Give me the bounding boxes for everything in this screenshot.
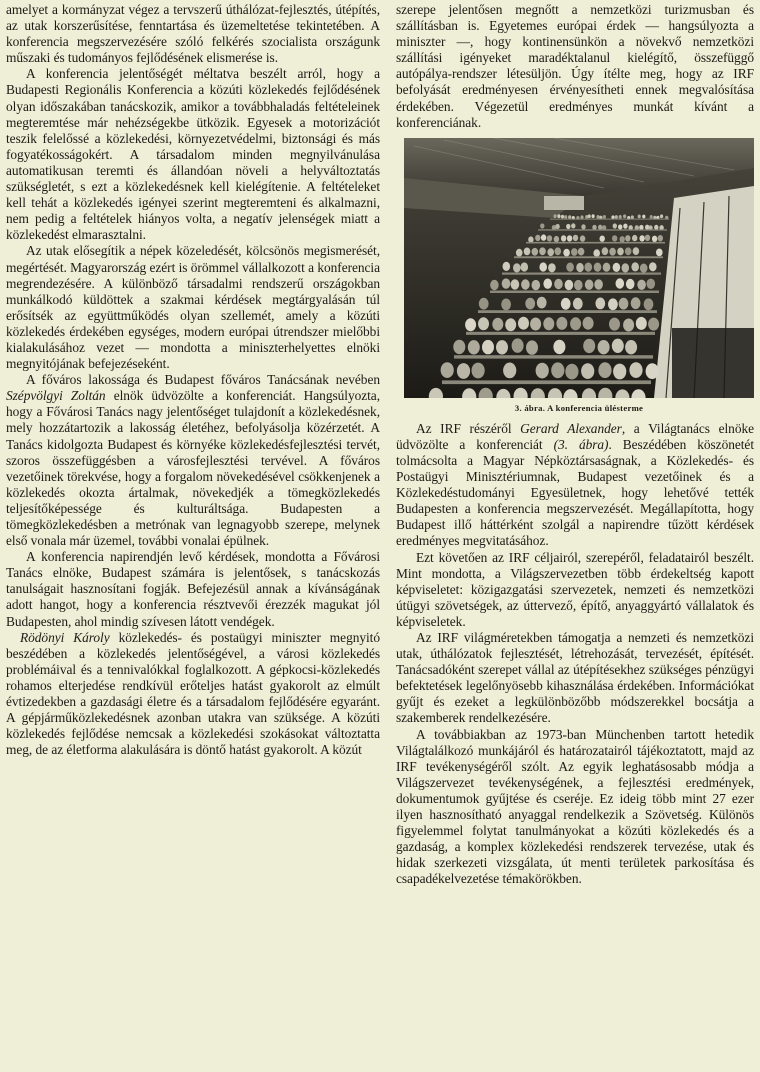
paragraph: A konferencia jelentőségét méltatva beszélt arról, hogy a Budapesti Regionális Konferencia a közúti közlekedés fejlődésének olyan időszakában tanácskozik, amikor a továbbhaladás feltételeinek megteremtése már nehézségekbe ütközik. Egyesek a motorizációt teszik felelőssé a közlekedési, környezetvédelmi, biztonsági és más fogyatékosságokért. A társadalom minden megnyilvánulása automatikusan teremti és állandóan növeli a helyváltoztatás szükségletét, s ezt a közlekedésnek kell kielégítenie. A feltételeket kell tehát a közlekedés igényei szerint megteremteni és alkalmazni, nem pedig a feltételek hiányos volta, a negatív jelenségek miatt a közlekedést elmarasztalni. [6,66,380,243]
paragraph: A konferencia napirendjén levő kérdések, mondotta a Fővárosi Tanács elnöke, Budapest számára is jelentősek, s tanácskozás tanulságait hasznosítani fogják. Befejezésül annak a kívánságának adott hangot, hogy a konferencia résztvevői érezzék magukat jól Budapesten, ahol mindig szívesen látott vendégek. [6,549,380,629]
paragraph: Az utak elősegítik a népek közeledését, kölcsönös megismerését, megértését. Magyarország ezért is örömmel vállalkozott a konferencia megrendezésére. A különböző társadalmi rendszerű országokban munkálkodó küldöttek a szakmai kérdések megtárgyalásán túl erősítsék az együttműködés olyan szellemét, amely a közúti közlekedés érdekében egységes, modern európai útrendszer mielőbbi kialakulásához vezet — mondotta a miniszterhelyettes elnöki megnyitójának befejezéseként. [6,243,380,372]
paragraph: Rödönyi Károly közlekedés- és postaügyi miniszter megnyitó beszédében a közlekedés jelentőségével, a városi közlekedés problémáival és a tennivalókkal foglalkozott. A gépkocsi-közlekedés rohamos elterjedése rendkívül erőteljes hatást gyakorolt az elmúlt évtizedekben a gazdasági életre és a társadalom fejlődésére egyaránt. A gépjárműközlekedésnek azonban utakra van szüksége. A közúti közlekedés fejlődése nemcsak a közlekedési szokásokat változtatta meg, de az életforma alakulására is döntő hatást gyakorolt. A közút [6,629,380,758]
paragraph: A továbbiakban az 1973-ban Münchenben tartott hetedik Világtalálkozó munkájáról és határozatairól tájékoztatott, majd az IRF tevékenységéről szólt. Az egyik leghatásosabb módja a Világszervezet tevékenységének, a fejlesztési eredmények, dokumentumok gyűjtése és cseréje. Ez ideig több mint 27 ezer ilyen hasznosítható anyaggal rendelkezik a Szövetség. Különös figyelemmel folytat tanulmányokat a közúti közlekedés és a gazdaság, a komplex közlekedési rendszerek tervezése, utak és hidak szerkezeti vizsgálata, út menti területek parkosítása és csapadékelvezetése témakörökben. [396,726,754,887]
paragraph: Az IRF világméretekben támogatja a nemzeti és nemzetközi utak, úthálózatok fejlesztését, létrehozását, tervezését, építését. Tanácsadóként szerepet vállal az útépítésekhez szükséges pénzügyi befektetések legelőnyösebb kihasználása érdekében. Információkat gyűjt és ezeket a legkülönbözőbb módszerekkel bocsátja a szakemberek rendelkezésére. [396,629,754,726]
paragraph: A főváros lakossága és Budapest főváros Tanácsának nevében Szépvölgyi Zoltán elnök üdvözölte a konferenciát. Hangsúlyozta, hogy a Fővárosi Tanács nagy jelentőséget tulajdonít a közlekedésnek, mely hozzátartozik a lakosság életéhez, befolyásolja közérzetét. A Tanács kidolgozta Budapest és környéke közlekedésfejlesztési tervét, szoros összefüggésben a városfejlesztési tervével. A főváros vezetőinek törekvése, hogy a forgalom növekedésével csökkenjenek a közlekedés okozta ártalmak, növekedjék a tömegközlekedés teljesítőképessége és kulturáltsága. Budapesten a tömegközlekedésben a metrónak van legnagyobb szerepe, melynek első vonala már üzemel, további vonalai épülnek. [6,372,380,549]
person-name: Gerard Alexander [520,420,622,436]
paragraph: Ezt követően az IRF céljairól, szerepéről, feladatairól beszélt. Mint mondotta, a Világszervezetben több érdekeltség kapott képviseletet: közigazgatási szervezetek, nemzeti és nemzetközi útügyi szövetségek, az úttervező, építő, anyaggyártó vállalatok és képviseletek. [396,549,754,629]
figure-caption: 3. ábra. A konferencia ülésterme [514,402,644,413]
paragraph: amelyet a kormányzat végez a tervszerű úthálózat-fejlesztés, útépítés, az utak korszerűsítése, fenntartása és üzemeltetése tekintetében. A konferencia megszervezésére szóló felkérés szocialista országunk műszaki és tudományos fejlődésének elismerése is. [6,2,380,66]
right-column [396,2,754,887]
person-name: Rödönyi Károly [20,629,110,645]
paragraph: Az IRF részéről Gerard Alexander, a Világtanács elnöke üdvözölte a konferenciát (3. ábra). Beszédében köszönetét tolmácsolta a Magyar Népköztársaságnak, a Közlekedés- és Postaügyi Minisztériumnak, Budapest vezetőinek és a Közlekedéstudományi Egyesületnek, hogy lehetővé tették Budapesten a konferencia megszervezését. Megállapította, hogy Budapest illő háttérként szolgál a napirendre tűzött kérdések eredményes megvitatásához. [396,420,754,549]
left-column [6,2,380,758]
person-name: Szépvölgyi Zoltán [6,388,106,404]
figure-reference: (3. ábra) [553,436,609,452]
paragraph: szerepe jelentősen megnőtt a nemzetközi turizmusban és szállításban is. Egyetemes európai érdek — hangsúlyozta a miniszter —, hogy kontinensünkön a növekvő nemzetközi szállítási igényeket maradéktalanul kielégítő, összefüggő autópálya-rendszer létesüljön. Úgy ítélte meg, hogy az IRF befolyását eredményesen érvényesítheti ennek megvalósítása érdekében. Végezetül eredményes munkát kívánt a konferenciának. [396,2,754,130]
conference-hall-photo [404,138,754,398]
